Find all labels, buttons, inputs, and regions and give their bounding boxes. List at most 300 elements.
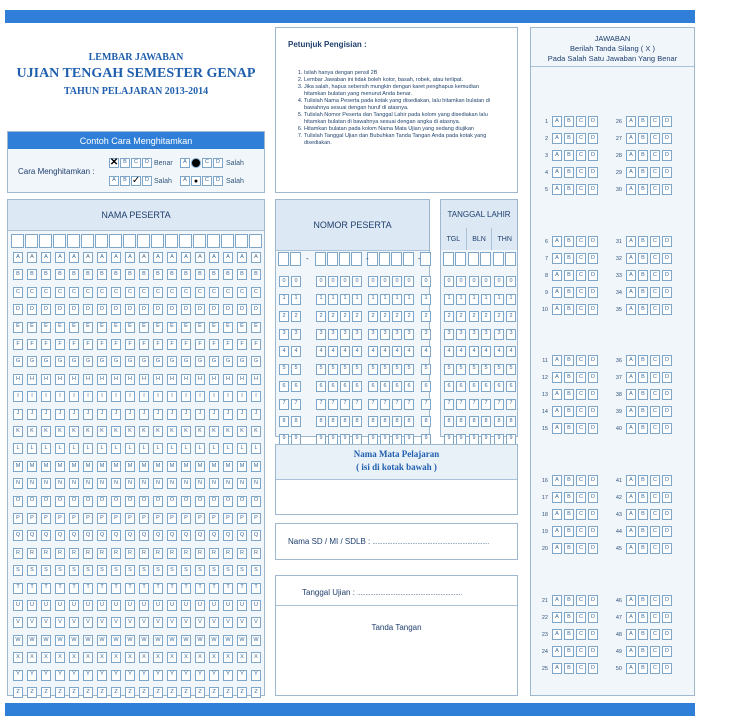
answer-bubble[interactable]: D: [588, 236, 598, 247]
answer-bubble[interactable]: A: [626, 492, 636, 503]
name-letter-bubble[interactable]: S: [83, 565, 93, 576]
name-letter-bubble[interactable]: C: [167, 287, 177, 298]
name-letter-bubble[interactable]: K: [83, 426, 93, 437]
nomor-digit-bubble[interactable]: 0: [392, 276, 402, 287]
answer-bubble[interactable]: C: [650, 475, 660, 486]
name-letter-bubble[interactable]: B: [41, 269, 51, 280]
nomor-digit-bubble[interactable]: 3: [352, 329, 362, 340]
nomor-digit-bubble[interactable]: 3: [279, 329, 289, 340]
answer-bubble[interactable]: D: [662, 270, 672, 281]
answer-bubble[interactable]: A: [552, 150, 562, 161]
name-write-box[interactable]: [11, 234, 24, 248]
answer-bubble[interactable]: A: [626, 646, 636, 657]
answer-bubble[interactable]: A: [552, 406, 562, 417]
nomor-digit-bubble[interactable]: 1: [421, 294, 431, 305]
answer-bubble[interactable]: D: [662, 167, 672, 178]
answer-bubble[interactable]: B: [564, 492, 574, 503]
name-letter-bubble[interactable]: A: [153, 252, 163, 263]
nomor-digit-bubble[interactable]: 7: [392, 399, 402, 410]
name-letter-bubble[interactable]: Y: [27, 670, 37, 681]
name-letter-bubble[interactable]: B: [153, 269, 163, 280]
nomor-digit-bubble[interactable]: 6: [421, 381, 431, 392]
answer-bubble[interactable]: B: [564, 372, 574, 383]
name-letter-bubble[interactable]: F: [125, 339, 135, 350]
name-letter-bubble[interactable]: Z: [181, 687, 191, 698]
answer-bubble[interactable]: C: [576, 270, 586, 281]
answer-bubble[interactable]: C: [576, 167, 586, 178]
nomor-digit-bubble[interactable]: 1: [340, 294, 350, 305]
nomor-digit-bubble[interactable]: 6: [328, 381, 338, 392]
nomor-digit-bubble[interactable]: 2: [316, 311, 326, 322]
name-letter-bubble[interactable]: L: [251, 443, 261, 454]
name-letter-bubble[interactable]: M: [195, 461, 205, 472]
nomor-digit-bubble[interactable]: 5: [392, 364, 402, 375]
tanggal-digit-bubble[interactable]: 2: [456, 311, 466, 322]
name-letter-bubble[interactable]: Z: [111, 687, 121, 698]
answer-bubble[interactable]: C: [576, 236, 586, 247]
answer-bubble[interactable]: A: [626, 150, 636, 161]
name-letter-bubble[interactable]: V: [237, 617, 247, 628]
name-letter-bubble[interactable]: J: [69, 409, 79, 420]
name-letter-bubble[interactable]: G: [251, 356, 261, 367]
answer-bubble[interactable]: B: [638, 475, 648, 486]
nomor-digit-bubble[interactable]: 0: [421, 276, 431, 287]
nomor-digit-bubble[interactable]: 5: [340, 364, 350, 375]
name-letter-bubble[interactable]: H: [153, 374, 163, 385]
name-letter-bubble[interactable]: T: [13, 583, 23, 594]
name-letter-bubble[interactable]: P: [111, 513, 121, 524]
nomor-digit-bubble[interactable]: 5: [404, 364, 414, 375]
answer-bubble[interactable]: A: [626, 663, 636, 674]
answer-bubble[interactable]: B: [638, 663, 648, 674]
name-write-box[interactable]: [151, 234, 164, 248]
nomor-write-box[interactable]: [315, 252, 326, 266]
tanggal-digit-bubble[interactable]: 0: [456, 276, 466, 287]
name-letter-bubble[interactable]: X: [111, 652, 121, 663]
name-write-box[interactable]: [53, 234, 66, 248]
name-letter-bubble[interactable]: D: [97, 304, 107, 315]
answer-bubble[interactable]: A: [626, 287, 636, 298]
name-letter-bubble[interactable]: N: [111, 478, 121, 489]
nomor-digit-bubble[interactable]: 9: [404, 434, 414, 445]
name-letter-bubble[interactable]: O: [55, 496, 65, 507]
tanggal-digit-bubble[interactable]: 7: [506, 399, 516, 410]
name-letter-bubble[interactable]: T: [41, 583, 51, 594]
name-letter-bubble[interactable]: R: [181, 548, 191, 559]
name-letter-bubble[interactable]: D: [55, 304, 65, 315]
answer-bubble[interactable]: B: [564, 629, 574, 640]
name-letter-bubble[interactable]: U: [223, 600, 233, 611]
nomor-digit-bubble[interactable]: 2: [291, 311, 301, 322]
name-letter-bubble[interactable]: X: [209, 652, 219, 663]
name-letter-bubble[interactable]: G: [167, 356, 177, 367]
name-letter-bubble[interactable]: E: [181, 322, 191, 333]
answer-bubble[interactable]: D: [662, 133, 672, 144]
name-letter-bubble[interactable]: J: [167, 409, 177, 420]
tanggal-digit-bubble[interactable]: 7: [481, 399, 491, 410]
tanggal-digit-bubble[interactable]: 9: [444, 434, 454, 445]
name-letter-bubble[interactable]: F: [69, 339, 79, 350]
nomor-digit-bubble[interactable]: 9: [380, 434, 390, 445]
tanggal-digit-bubble[interactable]: 7: [469, 399, 479, 410]
name-letter-bubble[interactable]: U: [209, 600, 219, 611]
nomor-digit-bubble[interactable]: 3: [404, 329, 414, 340]
nomor-digit-bubble[interactable]: 4: [352, 346, 362, 357]
answer-bubble[interactable]: B: [638, 372, 648, 383]
nomor-digit-bubble[interactable]: 9: [421, 434, 431, 445]
name-letter-bubble[interactable]: X: [55, 652, 65, 663]
name-letter-bubble[interactable]: T: [223, 583, 233, 594]
name-letter-bubble[interactable]: D: [181, 304, 191, 315]
mata-pelajaran-input[interactable]: [276, 479, 517, 514]
name-letter-bubble[interactable]: P: [223, 513, 233, 524]
name-letter-bubble[interactable]: P: [125, 513, 135, 524]
answer-bubble[interactable]: B: [638, 595, 648, 606]
name-letter-bubble[interactable]: W: [125, 635, 135, 646]
name-letter-bubble[interactable]: X: [251, 652, 261, 663]
name-letter-bubble[interactable]: B: [27, 269, 37, 280]
name-letter-bubble[interactable]: V: [223, 617, 233, 628]
tanggal-digit-bubble[interactable]: 8: [469, 416, 479, 427]
name-letter-bubble[interactable]: U: [41, 600, 51, 611]
answer-bubble[interactable]: C: [650, 509, 660, 520]
answer-bubble[interactable]: A: [552, 612, 562, 623]
name-letter-bubble[interactable]: C: [237, 287, 247, 298]
nomor-digit-bubble[interactable]: 1: [328, 294, 338, 305]
nomor-write-box[interactable]: [420, 252, 431, 266]
name-letter-bubble[interactable]: O: [27, 496, 37, 507]
name-letter-bubble[interactable]: O: [251, 496, 261, 507]
nomor-digit-bubble[interactable]: 5: [352, 364, 362, 375]
nomor-digit-bubble[interactable]: 8: [291, 416, 301, 427]
answer-bubble[interactable]: D: [662, 595, 672, 606]
name-letter-bubble[interactable]: H: [83, 374, 93, 385]
name-write-box[interactable]: [179, 234, 192, 248]
answer-bubble[interactable]: C: [650, 526, 660, 537]
name-letter-bubble[interactable]: D: [237, 304, 247, 315]
nomor-digit-bubble[interactable]: 1: [279, 294, 289, 305]
name-letter-bubble[interactable]: B: [139, 269, 149, 280]
answer-bubble[interactable]: C: [650, 270, 660, 281]
answer-bubble[interactable]: D: [588, 150, 598, 161]
answer-bubble[interactable]: B: [638, 236, 648, 247]
nomor-digit-bubble[interactable]: 2: [328, 311, 338, 322]
tanggal-digit-bubble[interactable]: 8: [444, 416, 454, 427]
name-letter-bubble[interactable]: X: [223, 652, 233, 663]
name-letter-bubble[interactable]: T: [251, 583, 261, 594]
name-letter-bubble[interactable]: E: [167, 322, 177, 333]
name-letter-bubble[interactable]: U: [125, 600, 135, 611]
answer-bubble[interactable]: A: [552, 526, 562, 537]
nomor-digit-bubble[interactable]: 8: [340, 416, 350, 427]
name-letter-bubble[interactable]: B: [167, 269, 177, 280]
nomor-digit-bubble[interactable]: 8: [328, 416, 338, 427]
name-letter-bubble[interactable]: I: [55, 391, 65, 402]
name-letter-bubble[interactable]: J: [139, 409, 149, 420]
name-letter-bubble[interactable]: I: [153, 391, 163, 402]
name-letter-bubble[interactable]: V: [97, 617, 107, 628]
answer-bubble[interactable]: B: [564, 543, 574, 554]
tanggal-write-box[interactable]: [480, 252, 491, 266]
name-letter-bubble[interactable]: M: [237, 461, 247, 472]
name-letter-bubble[interactable]: R: [41, 548, 51, 559]
name-letter-bubble[interactable]: H: [111, 374, 121, 385]
answer-bubble[interactable]: A: [552, 287, 562, 298]
name-letter-bubble[interactable]: A: [55, 252, 65, 263]
name-letter-bubble[interactable]: N: [27, 478, 37, 489]
name-letter-bubble[interactable]: G: [195, 356, 205, 367]
name-letter-bubble[interactable]: O: [139, 496, 149, 507]
nomor-digit-bubble[interactable]: 7: [404, 399, 414, 410]
name-letter-bubble[interactable]: N: [195, 478, 205, 489]
answer-bubble[interactable]: A: [552, 133, 562, 144]
name-letter-bubble[interactable]: L: [181, 443, 191, 454]
name-letter-bubble[interactable]: X: [83, 652, 93, 663]
name-letter-bubble[interactable]: Y: [41, 670, 51, 681]
tanggal-digit-bubble[interactable]: 8: [506, 416, 516, 427]
name-letter-bubble[interactable]: X: [97, 652, 107, 663]
name-letter-bubble[interactable]: K: [181, 426, 191, 437]
name-letter-bubble[interactable]: O: [237, 496, 247, 507]
name-letter-bubble[interactable]: P: [97, 513, 107, 524]
name-letter-bubble[interactable]: Q: [209, 530, 219, 541]
nomor-digit-bubble[interactable]: 8: [392, 416, 402, 427]
answer-bubble[interactable]: A: [552, 595, 562, 606]
nomor-digit-bubble[interactable]: 2: [352, 311, 362, 322]
name-letter-bubble[interactable]: U: [181, 600, 191, 611]
name-letter-bubble[interactable]: G: [153, 356, 163, 367]
name-letter-bubble[interactable]: K: [223, 426, 233, 437]
nomor-digit-bubble[interactable]: 0: [328, 276, 338, 287]
name-letter-bubble[interactable]: C: [27, 287, 37, 298]
name-letter-bubble[interactable]: M: [181, 461, 191, 472]
name-letter-bubble[interactable]: Z: [13, 687, 23, 698]
answer-bubble[interactable]: D: [662, 236, 672, 247]
name-letter-bubble[interactable]: U: [83, 600, 93, 611]
nomor-digit-bubble[interactable]: 4: [328, 346, 338, 357]
nomor-digit-bubble[interactable]: 0: [340, 276, 350, 287]
name-letter-bubble[interactable]: Y: [125, 670, 135, 681]
name-letter-bubble[interactable]: T: [195, 583, 205, 594]
name-letter-bubble[interactable]: F: [139, 339, 149, 350]
name-letter-bubble[interactable]: W: [153, 635, 163, 646]
answer-bubble[interactable]: C: [650, 492, 660, 503]
nomor-digit-bubble[interactable]: 7: [316, 399, 326, 410]
name-letter-bubble[interactable]: M: [97, 461, 107, 472]
name-letter-bubble[interactable]: F: [167, 339, 177, 350]
tanggal-write-box[interactable]: [505, 252, 516, 266]
name-letter-bubble[interactable]: A: [83, 252, 93, 263]
name-letter-bubble[interactable]: W: [27, 635, 37, 646]
answer-bubble[interactable]: D: [662, 543, 672, 554]
answer-bubble[interactable]: C: [650, 663, 660, 674]
answer-bubble[interactable]: D: [588, 253, 598, 264]
name-letter-bubble[interactable]: M: [167, 461, 177, 472]
answer-bubble[interactable]: A: [626, 629, 636, 640]
name-letter-bubble[interactable]: L: [125, 443, 135, 454]
nomor-digit-bubble[interactable]: 4: [368, 346, 378, 357]
nomor-digit-bubble[interactable]: 6: [291, 381, 301, 392]
answer-bubble[interactable]: D: [588, 167, 598, 178]
answer-bubble[interactable]: B: [564, 663, 574, 674]
answer-bubble[interactable]: C: [576, 492, 586, 503]
tanggal-digit-bubble[interactable]: 5: [506, 364, 516, 375]
name-letter-bubble[interactable]: I: [13, 391, 23, 402]
name-letter-bubble[interactable]: M: [139, 461, 149, 472]
answer-bubble[interactable]: C: [650, 133, 660, 144]
answer-bubble[interactable]: D: [662, 612, 672, 623]
name-letter-bubble[interactable]: K: [55, 426, 65, 437]
name-letter-bubble[interactable]: C: [55, 287, 65, 298]
name-write-box[interactable]: [235, 234, 248, 248]
name-letter-bubble[interactable]: I: [237, 391, 247, 402]
answer-bubble[interactable]: C: [576, 406, 586, 417]
answer-bubble[interactable]: C: [576, 253, 586, 264]
name-letter-bubble[interactable]: M: [111, 461, 121, 472]
name-letter-bubble[interactable]: W: [195, 635, 205, 646]
answer-bubble[interactable]: A: [552, 253, 562, 264]
answer-bubble[interactable]: B: [564, 526, 574, 537]
nomor-digit-bubble[interactable]: 0: [380, 276, 390, 287]
name-letter-bubble[interactable]: Z: [27, 687, 37, 698]
nomor-digit-bubble[interactable]: 1: [316, 294, 326, 305]
name-letter-bubble[interactable]: N: [55, 478, 65, 489]
name-letter-bubble[interactable]: R: [27, 548, 37, 559]
tanggal-digit-bubble[interactable]: 0: [494, 276, 504, 287]
answer-bubble[interactable]: C: [650, 287, 660, 298]
name-letter-bubble[interactable]: H: [167, 374, 177, 385]
answer-bubble[interactable]: C: [650, 646, 660, 657]
nomor-digit-bubble[interactable]: 3: [368, 329, 378, 340]
answer-bubble[interactable]: D: [588, 133, 598, 144]
name-letter-bubble[interactable]: X: [167, 652, 177, 663]
nomor-digit-bubble[interactable]: 1: [291, 294, 301, 305]
name-letter-bubble[interactable]: I: [139, 391, 149, 402]
name-letter-bubble[interactable]: W: [97, 635, 107, 646]
answer-bubble[interactable]: D: [588, 287, 598, 298]
nomor-write-box[interactable]: [278, 252, 289, 266]
name-letter-bubble[interactable]: D: [139, 304, 149, 315]
answer-bubble[interactable]: A: [626, 595, 636, 606]
answer-bubble[interactable]: D: [588, 423, 598, 434]
name-letter-bubble[interactable]: Q: [41, 530, 51, 541]
answer-bubble[interactable]: C: [650, 612, 660, 623]
answer-bubble[interactable]: A: [626, 543, 636, 554]
answer-bubble[interactable]: B: [638, 253, 648, 264]
name-letter-bubble[interactable]: U: [153, 600, 163, 611]
name-letter-bubble[interactable]: E: [139, 322, 149, 333]
name-letter-bubble[interactable]: O: [195, 496, 205, 507]
nomor-digit-bubble[interactable]: 7: [421, 399, 431, 410]
answer-bubble[interactable]: B: [564, 406, 574, 417]
name-letter-bubble[interactable]: D: [195, 304, 205, 315]
name-letter-bubble[interactable]: R: [209, 548, 219, 559]
answer-bubble[interactable]: A: [552, 475, 562, 486]
name-letter-bubble[interactable]: Y: [111, 670, 121, 681]
name-letter-bubble[interactable]: J: [83, 409, 93, 420]
name-letter-bubble[interactable]: F: [83, 339, 93, 350]
name-letter-bubble[interactable]: A: [181, 252, 191, 263]
name-letter-bubble[interactable]: C: [139, 287, 149, 298]
name-write-box[interactable]: [207, 234, 220, 248]
name-letter-bubble[interactable]: B: [181, 269, 191, 280]
nomor-digit-bubble[interactable]: 9: [352, 434, 362, 445]
answer-bubble[interactable]: A: [552, 389, 562, 400]
name-letter-bubble[interactable]: G: [181, 356, 191, 367]
answer-bubble[interactable]: D: [662, 492, 672, 503]
name-letter-bubble[interactable]: J: [111, 409, 121, 420]
nomor-digit-bubble[interactable]: 4: [380, 346, 390, 357]
name-letter-bubble[interactable]: H: [251, 374, 261, 385]
name-letter-bubble[interactable]: F: [55, 339, 65, 350]
nomor-digit-bubble[interactable]: 7: [291, 399, 301, 410]
nomor-digit-bubble[interactable]: 2: [380, 311, 390, 322]
name-letter-bubble[interactable]: T: [181, 583, 191, 594]
answer-bubble[interactable]: C: [576, 355, 586, 366]
name-letter-bubble[interactable]: K: [195, 426, 205, 437]
name-letter-bubble[interactable]: Z: [83, 687, 93, 698]
name-letter-bubble[interactable]: W: [139, 635, 149, 646]
nomor-digit-bubble[interactable]: 9: [340, 434, 350, 445]
name-letter-bubble[interactable]: F: [195, 339, 205, 350]
name-letter-bubble[interactable]: Y: [55, 670, 65, 681]
name-letter-bubble[interactable]: W: [223, 635, 233, 646]
answer-bubble[interactable]: A: [626, 526, 636, 537]
name-letter-bubble[interactable]: J: [27, 409, 37, 420]
name-letter-bubble[interactable]: L: [97, 443, 107, 454]
nomor-digit-bubble[interactable]: 5: [368, 364, 378, 375]
name-letter-bubble[interactable]: P: [27, 513, 37, 524]
answer-bubble[interactable]: A: [626, 355, 636, 366]
name-letter-bubble[interactable]: J: [181, 409, 191, 420]
name-letter-bubble[interactable]: G: [27, 356, 37, 367]
tanggal-digit-bubble[interactable]: 4: [506, 346, 516, 357]
name-letter-bubble[interactable]: I: [251, 391, 261, 402]
name-write-box[interactable]: [67, 234, 80, 248]
name-letter-bubble[interactable]: J: [153, 409, 163, 420]
answer-bubble[interactable]: B: [564, 184, 574, 195]
answer-bubble[interactable]: A: [552, 543, 562, 554]
name-letter-bubble[interactable]: G: [111, 356, 121, 367]
name-letter-bubble[interactable]: G: [139, 356, 149, 367]
name-letter-bubble[interactable]: C: [209, 287, 219, 298]
answer-bubble[interactable]: B: [564, 509, 574, 520]
name-write-box[interactable]: [249, 234, 262, 248]
name-letter-bubble[interactable]: P: [195, 513, 205, 524]
tanggal-digit-bubble[interactable]: 5: [444, 364, 454, 375]
tanggal-digit-bubble[interactable]: 4: [481, 346, 491, 357]
answer-bubble[interactable]: C: [576, 509, 586, 520]
answer-bubble[interactable]: A: [626, 184, 636, 195]
answer-bubble[interactable]: B: [638, 389, 648, 400]
name-letter-bubble[interactable]: T: [83, 583, 93, 594]
name-letter-bubble[interactable]: X: [181, 652, 191, 663]
name-letter-bubble[interactable]: I: [125, 391, 135, 402]
name-letter-bubble[interactable]: S: [97, 565, 107, 576]
name-letter-bubble[interactable]: D: [41, 304, 51, 315]
name-letter-bubble[interactable]: Y: [209, 670, 219, 681]
name-letter-bubble[interactable]: W: [237, 635, 247, 646]
nomor-digit-bubble[interactable]: 8: [352, 416, 362, 427]
tanggal-digit-bubble[interactable]: 2: [469, 311, 479, 322]
answer-bubble[interactable]: D: [662, 150, 672, 161]
name-letter-bubble[interactable]: E: [125, 322, 135, 333]
tanggal-digit-bubble[interactable]: 8: [481, 416, 491, 427]
nomor-digit-bubble[interactable]: 2: [279, 311, 289, 322]
nomor-write-box[interactable]: [339, 252, 350, 266]
name-letter-bubble[interactable]: S: [13, 565, 23, 576]
name-letter-bubble[interactable]: W: [167, 635, 177, 646]
